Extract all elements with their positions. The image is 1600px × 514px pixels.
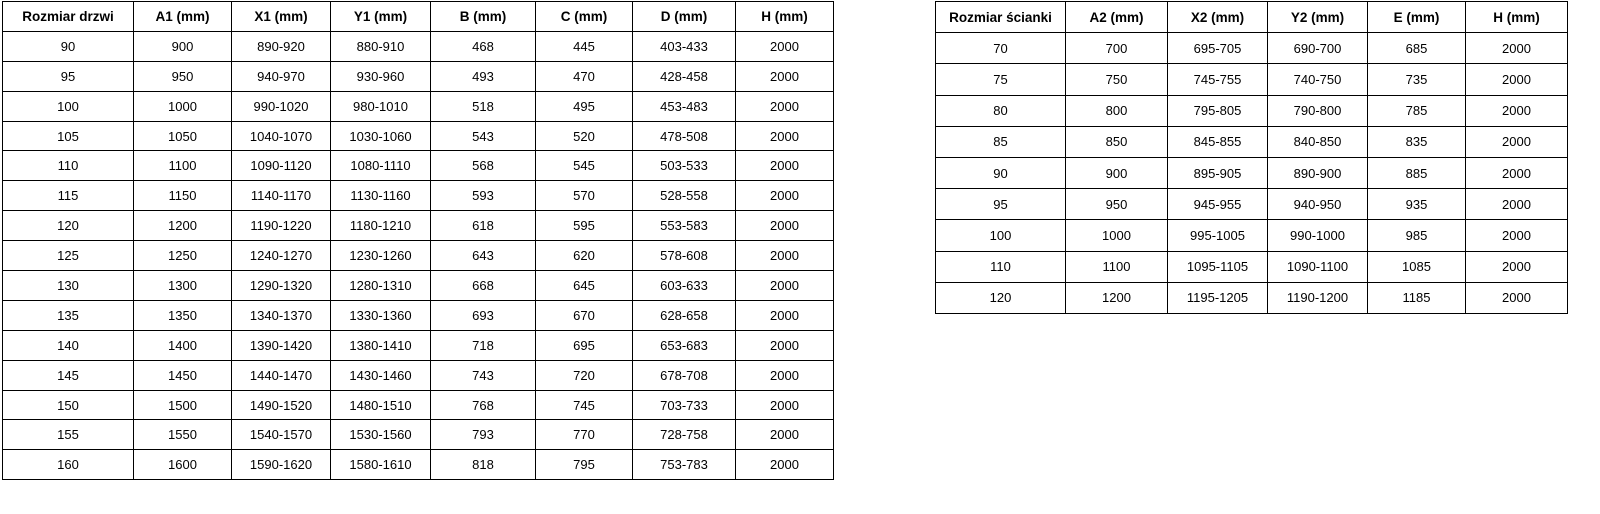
table-cell: 735 xyxy=(1368,64,1466,95)
table-cell: 110 xyxy=(936,251,1066,282)
table-cell: 785 xyxy=(1368,95,1466,126)
table-cell: 1150 xyxy=(134,181,232,211)
table-cell: 453-483 xyxy=(633,91,736,121)
table-cell: 1600 xyxy=(134,450,232,480)
table-cell: 1140-1170 xyxy=(232,181,331,211)
table-cell: 900 xyxy=(1066,157,1168,188)
table-cell: 135 xyxy=(3,300,134,330)
table-cell: 403-433 xyxy=(633,31,736,61)
table-cell: 90 xyxy=(936,157,1066,188)
table-cell: 1280-1310 xyxy=(331,271,431,301)
table-cell: 90 xyxy=(3,31,134,61)
table-row xyxy=(936,189,1568,220)
table-cell: 2000 xyxy=(1466,64,1568,95)
door-size-table xyxy=(2,1,834,480)
table-cell: 160 xyxy=(3,450,134,480)
table-cell: 668 xyxy=(431,271,536,301)
table-cell: 743 xyxy=(431,360,536,390)
table-cell: 1000 xyxy=(1066,220,1168,251)
table-cell: 120 xyxy=(936,282,1066,313)
table-cell: 478-508 xyxy=(633,121,736,151)
table-cell: 150 xyxy=(3,390,134,420)
table-cell: 990-1020 xyxy=(232,91,331,121)
column-header: A2 (mm) xyxy=(1066,2,1168,33)
column-header: Y2 (mm) xyxy=(1268,2,1368,33)
table-cell: 553-583 xyxy=(633,211,736,241)
table-row xyxy=(3,360,834,390)
table-cell: 795-805 xyxy=(1168,95,1268,126)
table-cell: 428-458 xyxy=(633,61,736,91)
table-row xyxy=(3,31,834,61)
table-cell: 1400 xyxy=(134,330,232,360)
table-cell: 1200 xyxy=(1066,282,1168,313)
table-row xyxy=(936,33,1568,64)
table-cell: 718 xyxy=(431,330,536,360)
table-cell: 2000 xyxy=(1466,189,1568,220)
table-cell: 800 xyxy=(1066,95,1168,126)
table-cell: 693 xyxy=(431,300,536,330)
table-cell: 700 xyxy=(1066,33,1168,64)
table-cell: 115 xyxy=(3,181,134,211)
table-cell: 2000 xyxy=(736,241,834,271)
table-cell: 645 xyxy=(536,271,633,301)
table-cell: 545 xyxy=(536,151,633,181)
table-cell: 593 xyxy=(431,181,536,211)
table-cell: 1480-1510 xyxy=(331,390,431,420)
table-cell: 1180-1210 xyxy=(331,211,431,241)
column-header: Rozmiar ścianki xyxy=(936,2,1066,33)
table-row xyxy=(936,251,1568,282)
table-cell: 528-558 xyxy=(633,181,736,211)
table-cell: 745 xyxy=(536,390,633,420)
table-cell: 105 xyxy=(3,121,134,151)
table-cell: 95 xyxy=(936,189,1066,220)
table-cell: 1550 xyxy=(134,420,232,450)
table-row xyxy=(3,181,834,211)
table-cell: 445 xyxy=(536,31,633,61)
table-cell: 2000 xyxy=(1466,95,1568,126)
table-cell: 1130-1160 xyxy=(331,181,431,211)
table-cell: 845-855 xyxy=(1168,126,1268,157)
table-cell: 1350 xyxy=(134,300,232,330)
table-cell: 793 xyxy=(431,420,536,450)
table-cell: 125 xyxy=(3,241,134,271)
table-cell: 678-708 xyxy=(633,360,736,390)
table-row xyxy=(3,300,834,330)
table-cell: 1340-1370 xyxy=(232,300,331,330)
table-cell: 835 xyxy=(1368,126,1466,157)
column-header: C (mm) xyxy=(536,2,633,32)
table-cell: 1195-1205 xyxy=(1168,282,1268,313)
table-row xyxy=(936,220,1568,251)
wall-size-table xyxy=(935,1,1568,314)
table-cell: 1250 xyxy=(134,241,232,271)
table-cell: 1230-1260 xyxy=(331,241,431,271)
table-cell: 1100 xyxy=(134,151,232,181)
table-cell: 503-533 xyxy=(633,151,736,181)
table-row xyxy=(3,241,834,271)
table-cell: 1490-1520 xyxy=(232,390,331,420)
table-cell: 145 xyxy=(3,360,134,390)
table-cell: 703-733 xyxy=(633,390,736,420)
table-cell: 850 xyxy=(1066,126,1168,157)
table-cell: 85 xyxy=(936,126,1066,157)
table-cell: 768 xyxy=(431,390,536,420)
table-cell: 1430-1460 xyxy=(331,360,431,390)
table-cell: 2000 xyxy=(736,420,834,450)
table-cell: 568 xyxy=(431,151,536,181)
table-cell: 1030-1060 xyxy=(331,121,431,151)
table-cell: 595 xyxy=(536,211,633,241)
table-cell: 110 xyxy=(3,151,134,181)
table-cell: 100 xyxy=(3,91,134,121)
table-cell: 70 xyxy=(936,33,1066,64)
table-cell: 1200 xyxy=(134,211,232,241)
table-cell: 818 xyxy=(431,450,536,480)
table-cell: 1190-1220 xyxy=(232,211,331,241)
column-header: Rozmiar drzwi xyxy=(3,2,134,32)
table-cell: 2000 xyxy=(736,271,834,301)
table-cell: 950 xyxy=(134,61,232,91)
column-header: E (mm) xyxy=(1368,2,1466,33)
table-cell: 120 xyxy=(3,211,134,241)
table-row xyxy=(936,282,1568,313)
table-cell: 1190-1200 xyxy=(1268,282,1368,313)
table-cell: 895-905 xyxy=(1168,157,1268,188)
table-cell: 890-920 xyxy=(232,31,331,61)
table-cell: 620 xyxy=(536,241,633,271)
table-cell: 2000 xyxy=(736,61,834,91)
table-cell: 2000 xyxy=(736,360,834,390)
table-cell: 950 xyxy=(1066,189,1168,220)
table-cell: 470 xyxy=(536,61,633,91)
column-header: H (mm) xyxy=(1466,2,1568,33)
table-cell: 1090-1120 xyxy=(232,151,331,181)
table-cell: 720 xyxy=(536,360,633,390)
table-row xyxy=(3,271,834,301)
table-cell: 2000 xyxy=(736,181,834,211)
table-cell: 2000 xyxy=(736,121,834,151)
table-cell: 985 xyxy=(1368,220,1466,251)
table-cell: 2000 xyxy=(736,91,834,121)
header-row xyxy=(936,2,1568,33)
table-cell: 2000 xyxy=(1466,126,1568,157)
table-cell: 578-608 xyxy=(633,241,736,271)
table-cell: 570 xyxy=(536,181,633,211)
table-cell: 1590-1620 xyxy=(232,450,331,480)
table-cell: 2000 xyxy=(1466,33,1568,64)
table-cell: 1085 xyxy=(1368,251,1466,282)
table-row xyxy=(936,64,1568,95)
table-cell: 2000 xyxy=(736,330,834,360)
table-cell: 1500 xyxy=(134,390,232,420)
table-cell: 770 xyxy=(536,420,633,450)
table-cell: 618 xyxy=(431,211,536,241)
table-row xyxy=(3,121,834,151)
table-cell: 2000 xyxy=(736,31,834,61)
table-cell: 795 xyxy=(536,450,633,480)
table-cell: 1040-1070 xyxy=(232,121,331,151)
table-row xyxy=(3,390,834,420)
table-cell: 1530-1560 xyxy=(331,420,431,450)
table-cell: 2000 xyxy=(1466,157,1568,188)
table-cell: 880-910 xyxy=(331,31,431,61)
table-cell: 1440-1470 xyxy=(232,360,331,390)
table-cell: 840-850 xyxy=(1268,126,1368,157)
table-cell: 745-755 xyxy=(1168,64,1268,95)
table-cell: 628-658 xyxy=(633,300,736,330)
table-cell: 80 xyxy=(936,95,1066,126)
table-cell: 2000 xyxy=(736,211,834,241)
table-cell: 2000 xyxy=(736,450,834,480)
table-cell: 940-970 xyxy=(232,61,331,91)
table-cell: 2000 xyxy=(1466,220,1568,251)
table-cell: 900 xyxy=(134,31,232,61)
table-cell: 1290-1320 xyxy=(232,271,331,301)
table-cell: 2000 xyxy=(736,300,834,330)
table-cell: 940-950 xyxy=(1268,189,1368,220)
table-cell: 740-750 xyxy=(1268,64,1368,95)
table-row xyxy=(3,151,834,181)
table-cell: 750 xyxy=(1066,64,1168,95)
table-cell: 753-783 xyxy=(633,450,736,480)
table-cell: 520 xyxy=(536,121,633,151)
table-cell: 95 xyxy=(3,61,134,91)
table-cell: 130 xyxy=(3,271,134,301)
table-row xyxy=(936,157,1568,188)
table-row xyxy=(936,126,1568,157)
column-header: Y1 (mm) xyxy=(331,2,431,32)
table-cell: 695-705 xyxy=(1168,33,1268,64)
column-header: D (mm) xyxy=(633,2,736,32)
table-cell: 100 xyxy=(936,220,1066,251)
table-cell: 1450 xyxy=(134,360,232,390)
table-cell: 2000 xyxy=(1466,251,1568,282)
table-cell: 790-800 xyxy=(1268,95,1368,126)
table-cell: 2000 xyxy=(1466,282,1568,313)
table-row xyxy=(3,330,834,360)
table-cell: 695 xyxy=(536,330,633,360)
column-header: H (mm) xyxy=(736,2,834,32)
table-cell: 140 xyxy=(3,330,134,360)
table-row xyxy=(3,61,834,91)
table-row xyxy=(3,450,834,480)
table-cell: 2000 xyxy=(736,390,834,420)
table-cell: 1185 xyxy=(1368,282,1466,313)
table-cell: 653-683 xyxy=(633,330,736,360)
table-cell: 155 xyxy=(3,420,134,450)
table-cell: 1240-1270 xyxy=(232,241,331,271)
column-header: A1 (mm) xyxy=(134,2,232,32)
column-header: X2 (mm) xyxy=(1168,2,1268,33)
column-header: X1 (mm) xyxy=(232,2,331,32)
table-cell: 603-633 xyxy=(633,271,736,301)
table-cell: 1580-1610 xyxy=(331,450,431,480)
table-row xyxy=(3,211,834,241)
header-row xyxy=(3,2,834,32)
table-row xyxy=(936,95,1568,126)
table-cell: 1000 xyxy=(134,91,232,121)
table-cell: 728-758 xyxy=(633,420,736,450)
table-cell: 935 xyxy=(1368,189,1466,220)
table-cell: 493 xyxy=(431,61,536,91)
table-cell: 980-1010 xyxy=(331,91,431,121)
table-cell: 945-955 xyxy=(1168,189,1268,220)
table-cell: 670 xyxy=(536,300,633,330)
table-cell: 75 xyxy=(936,64,1066,95)
table-cell: 930-960 xyxy=(331,61,431,91)
table-cell: 643 xyxy=(431,241,536,271)
table-cell: 1330-1360 xyxy=(331,300,431,330)
table-cell: 685 xyxy=(1368,33,1466,64)
table-cell: 995-1005 xyxy=(1168,220,1268,251)
table-row xyxy=(3,91,834,121)
table-cell: 1090-1100 xyxy=(1268,251,1368,282)
table-cell: 543 xyxy=(431,121,536,151)
table-cell: 885 xyxy=(1368,157,1466,188)
table-cell: 690-700 xyxy=(1268,33,1368,64)
table-cell: 1100 xyxy=(1066,251,1168,282)
table-cell: 1380-1410 xyxy=(331,330,431,360)
table-cell: 468 xyxy=(431,31,536,61)
table-cell: 990-1000 xyxy=(1268,220,1368,251)
table-cell: 2000 xyxy=(736,151,834,181)
column-header: B (mm) xyxy=(431,2,536,32)
table-cell: 1095-1105 xyxy=(1168,251,1268,282)
table-row xyxy=(3,420,834,450)
table-cell: 1080-1110 xyxy=(331,151,431,181)
table-cell: 1540-1570 xyxy=(232,420,331,450)
table-cell: 1300 xyxy=(134,271,232,301)
table-cell: 1390-1420 xyxy=(232,330,331,360)
table-cell: 890-900 xyxy=(1268,157,1368,188)
table-cell: 1050 xyxy=(134,121,232,151)
table-cell: 495 xyxy=(536,91,633,121)
table-cell: 518 xyxy=(431,91,536,121)
